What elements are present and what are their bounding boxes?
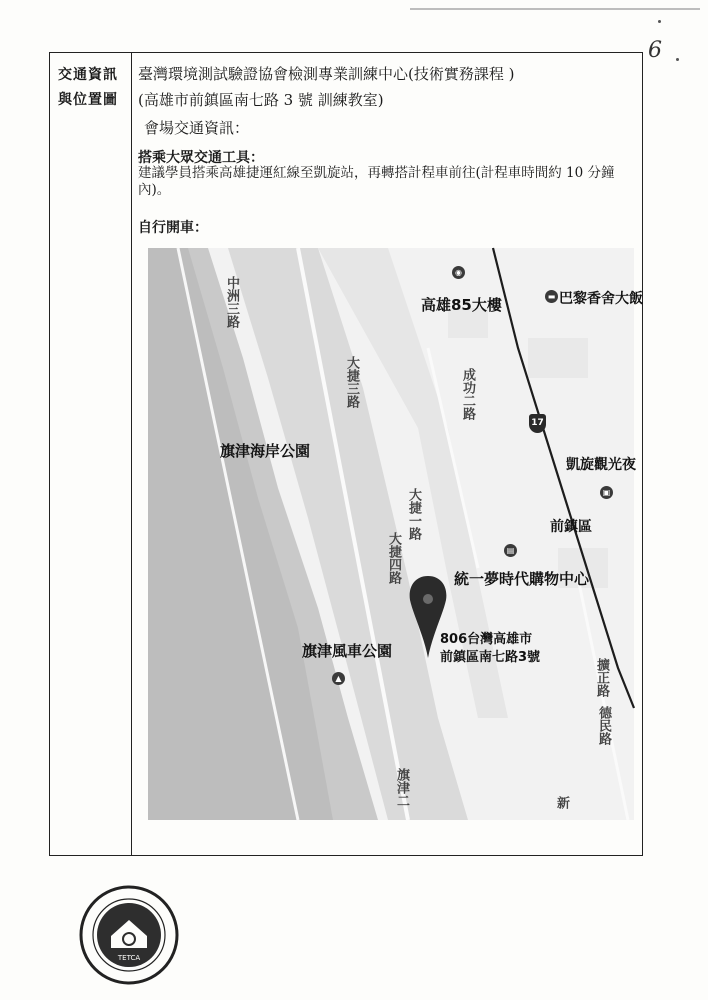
label-cell — [50, 53, 132, 855]
row-label-line: 與位置圖 — [58, 92, 118, 108]
map-label-tower85: 高雄85大樓 — [421, 296, 502, 314]
road-label-qijin2: 旗津二 — [394, 768, 409, 807]
map-label-qijin-coast-park: 旗津海岸公園 — [220, 442, 311, 460]
park-icon: ▲ — [332, 672, 345, 685]
map-label-qianzhen: 前鎮區 — [550, 519, 592, 535]
map-label-kaisyuan-night: 凱旋觀光夜 — [566, 457, 636, 473]
city-block — [528, 338, 588, 378]
traffic-info-heading: 會場交通資訊： — [144, 119, 250, 137]
association-seal — [78, 884, 180, 986]
row-label — [58, 63, 118, 113]
top-rule — [410, 8, 700, 10]
camera-icon: ◉ — [452, 266, 465, 279]
shopping-bag-icon: ▤ — [504, 544, 517, 557]
road-label-kuozheng: 擴正路 — [594, 658, 609, 697]
hotel-icon: ▬ — [545, 290, 558, 303]
road-label-daji3: 大捷三路 — [344, 356, 359, 408]
page-number: 6 — [648, 38, 662, 63]
road-label-xin: 新 — [554, 796, 569, 809]
location-map — [148, 248, 643, 820]
shopping-cart-icon: ▣ — [600, 486, 613, 499]
map-label-dream-mall: 統一夢時代購物中心 — [454, 570, 590, 588]
public-transit-text: 建議學員搭乘高雄捷運紅線至凱旋站，再轉搭計程車前往(計程車時間約 10 分鐘內)。 — [138, 165, 615, 198]
road-label-zhongzhou3: 中洲三路 — [224, 276, 239, 328]
road-label-daji1: 大捷一路 — [406, 488, 421, 540]
row-label-line: 交通資訊 — [58, 67, 118, 83]
scan-mark — [658, 20, 661, 23]
highway-shield: 17 — [529, 414, 546, 433]
road — [578, 578, 628, 820]
public-transit-heading: 搭乘大眾交通工具： — [138, 150, 264, 166]
road-label-chenggong2: 成功二路 — [460, 368, 475, 420]
road-label-daji4: 大捷四路 — [386, 532, 401, 584]
map-label-windmill-park: 旗津風車公園 — [302, 642, 393, 660]
venue-address: (高雄市前鎮區南七路 3 號 訓練教室) — [138, 91, 384, 109]
svg-text:TETCA: TETCA — [117, 954, 141, 962]
map-label-destination-line2: 前鎮區南七路3號 — [440, 650, 541, 665]
driving-heading: 自行開車： — [138, 220, 208, 236]
map-label-paris-hotel: 巴黎香舍大飯 — [559, 291, 643, 307]
venue-name: 臺灣環境測試驗證協會檢測專業訓練中心(技術實務課程 ) — [138, 65, 515, 83]
map-label-destination-line1: 806台灣高雄市 — [440, 632, 533, 647]
scan-mark — [676, 58, 679, 61]
road-label-demin: 德民路 — [596, 706, 611, 745]
